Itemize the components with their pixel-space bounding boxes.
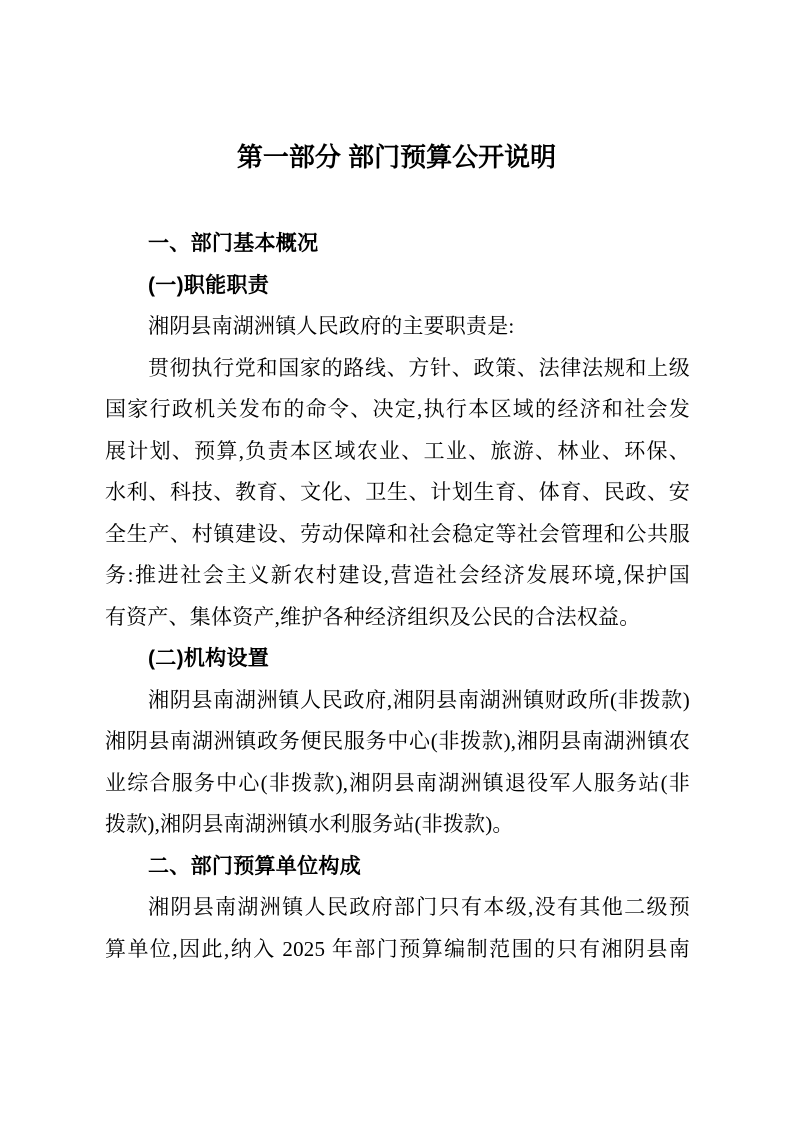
text-line: 贯彻执行党和国家的路线、方针、政策、法律法规和上级 [148,355,690,380]
text-line: 拨款),湘阴县南湖洲镇水利服务站(非拨款)。 [105,812,514,836]
text-line: 湘阴县南湖洲镇政务便民服务中心(非拨款),湘阴县南湖洲镇农 [105,729,690,753]
text-line: 算单位,因此,纳入 2025 年部门预算编制范围的只有湘阴县南 [105,936,690,961]
section-heading: (二)机构设置 [148,647,270,670]
text-line: 国家行政机关发布的命令、决定,执行本区域的经济和社会发 [105,397,690,421]
text-line: 湘阴县南湖洲镇人民政府部门只有本级,没有其他二级预 [148,895,690,919]
section-heading: (一)职能职责 [148,273,270,297]
section-heading: 二、部门预算单位构成 [148,854,361,878]
page-title: 第一部分 部门预算公开说明 [236,142,557,172]
text-line: 展计划、预算,负责本区域农业、工业、旅游、林业、环保、 [105,438,690,463]
text-line: 湘阴县南湖洲镇人民政府,湘阴县南湖洲镇财政所(非拨款) [148,687,690,712]
section-heading: 一、部门基本概况 [148,232,319,255]
text-line: 务:推进社会主义新农村建设,营造社会经济发展环境,保护国 [105,563,690,587]
text-line: 湘阴县南湖洲镇人民政府的主要职责是: [148,314,515,338]
text-line: 有资产、集体资产,维护各种经济组织及公民的合法权益。 [105,604,641,629]
document-body [0,223,793,970]
text-line: 水利、科技、教育、文化、卫生、计划生育、体育、民政、安 [105,480,690,504]
text-line: 全生产、村镇建设、劳动保障和社会稳定等社会管理和公共服 [105,521,690,546]
text-line: 业综合服务中心(非拨款),湘阴县南湖洲镇退役军人服务站(非 [105,770,690,795]
